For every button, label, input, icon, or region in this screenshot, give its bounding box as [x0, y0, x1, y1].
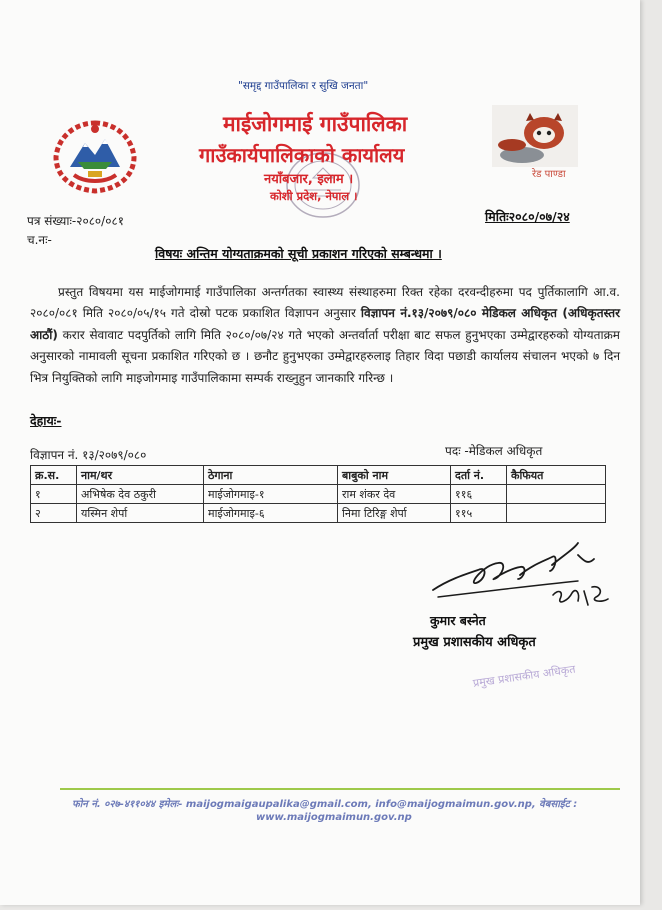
table-row — [31, 504, 606, 523]
cell-remarks — [507, 485, 606, 504]
red-panda-image — [492, 105, 578, 167]
cell-address: माईजोगमाइ-१ — [204, 485, 338, 504]
cell-father-name: निमा टिरिङ्ग शेर्पा — [338, 504, 451, 523]
letter-date: मितिः२०८०/०७/२४ — [485, 209, 570, 224]
reference-number: पत्र संख्याः-२०८०/०८१ — [27, 214, 124, 228]
office-title: गाउँकार्यपालिकाको कार्यालय — [199, 143, 405, 167]
address-line-1: नयाँबजार, इलाम । — [264, 172, 354, 187]
address-line-2: कोशी प्रदेश, नेपाल । — [270, 189, 358, 203]
cell-reg-no: ११६ — [451, 485, 507, 504]
motto: "समृद्द गाउँपालिका र सुखि जनता" — [238, 80, 369, 92]
candidate-table — [30, 465, 606, 523]
table-row — [31, 485, 606, 504]
col-name: नाम/थर — [77, 466, 204, 485]
municipality-title: माईजोगमाई गाउँपालिका — [223, 112, 408, 136]
body-part-1: प्रस्तुत विषयमा यस माईजोगमाई गाउँपालिका अन्तर्गतका स्वास्थ्य संस्थाहरुमा रिक्त रहेका दरवन्दीहरुमा पद पुर्तिकालागि आ.व. २०८०/०८१ मिति २०८०/०५/१५ गते दोस्रो पटक प्रकाशित विज्ञापन अनुसार — [30, 285, 620, 321]
designation-stamp: प्रमुख प्रशासकीय अधिकृत — [472, 662, 577, 690]
signatory-name: कुमार बस्नेत — [430, 613, 486, 628]
col-serial: क्र.स. — [31, 466, 77, 485]
dispatch-number: च.नः- — [27, 233, 52, 247]
footer-divider — [60, 788, 620, 790]
details-label: देहायः- — [30, 413, 62, 428]
table-header-row — [31, 466, 606, 485]
body-paragraph — [30, 282, 620, 389]
subject-line: विषयः अन्तिम योग्यताक्रमको सूची प्रकाशन गरिएको सम्बन्धमा । — [155, 246, 442, 261]
cell-remarks — [507, 504, 606, 523]
body-part-2: करार सेवावाट पदपुर्तिको लागि मिति २०८०/०७/२४ गते भएको अन्तर्वार्ता परीक्षा बाट सफल हुनुभएका उम्मेद्वारहरुको योग्यताक्रम अनुसारको नामावली सूचना प्रकाशित गरिएको छ । छनौट हुनुभएका उम्मेद्वारहरुलाइ तिहार विदा पछाडी कार्यालय संचालन भएको ७ दिन भित्र नियुक्तिको लागि माइजोगमाइ गाउँपालिकामा सम्पर्क राख्नुहुन जानकारि गरिन्छ । — [30, 327, 620, 385]
nepal-emblem-icon — [50, 117, 140, 197]
cell-serial: १ — [31, 485, 77, 504]
footer-website: www.maijogmaimun.gov.np — [256, 812, 412, 823]
position-label: पदः -मेडिकल अधिकृत — [445, 444, 543, 458]
col-address: ठेगाना — [204, 466, 338, 485]
col-remarks: कैफियत — [507, 466, 606, 485]
footer-contact: फोन नं. ०२७-४११०४४ इमेलः- maijogmaigaupalika@gmail.com, info@maijogmaimun.gov.np, वेबसाईट : — [72, 799, 578, 810]
col-father-name: बाबुको नाम — [338, 466, 451, 485]
cell-name: अभिषेक देव ठकुरी — [77, 485, 204, 504]
cell-serial: २ — [31, 504, 77, 523]
cell-name: यस्मिन शेर्पा — [77, 504, 204, 523]
col-reg-no: दर्ता नं. — [451, 466, 507, 485]
body-bold-advert: विज्ञापन नं.१३/२०७९/०८० मेडिकल अधिकृत (अधिकृतस्तर आठौं) — [30, 306, 621, 342]
cell-father-name: राम शंकर देव — [338, 485, 451, 504]
signature-icon — [428, 535, 618, 615]
signatory-title: प्रमुख प्रशासकीय अधिकृत — [413, 635, 536, 650]
cell-reg-no: ११५ — [451, 504, 507, 523]
cell-address: माईजोगमाइ-६ — [204, 504, 338, 523]
advertisement-number: विज्ञापन नं. १३/२०७९/०८० — [30, 448, 147, 462]
panda-caption: रेड पाण्डा — [532, 169, 566, 180]
